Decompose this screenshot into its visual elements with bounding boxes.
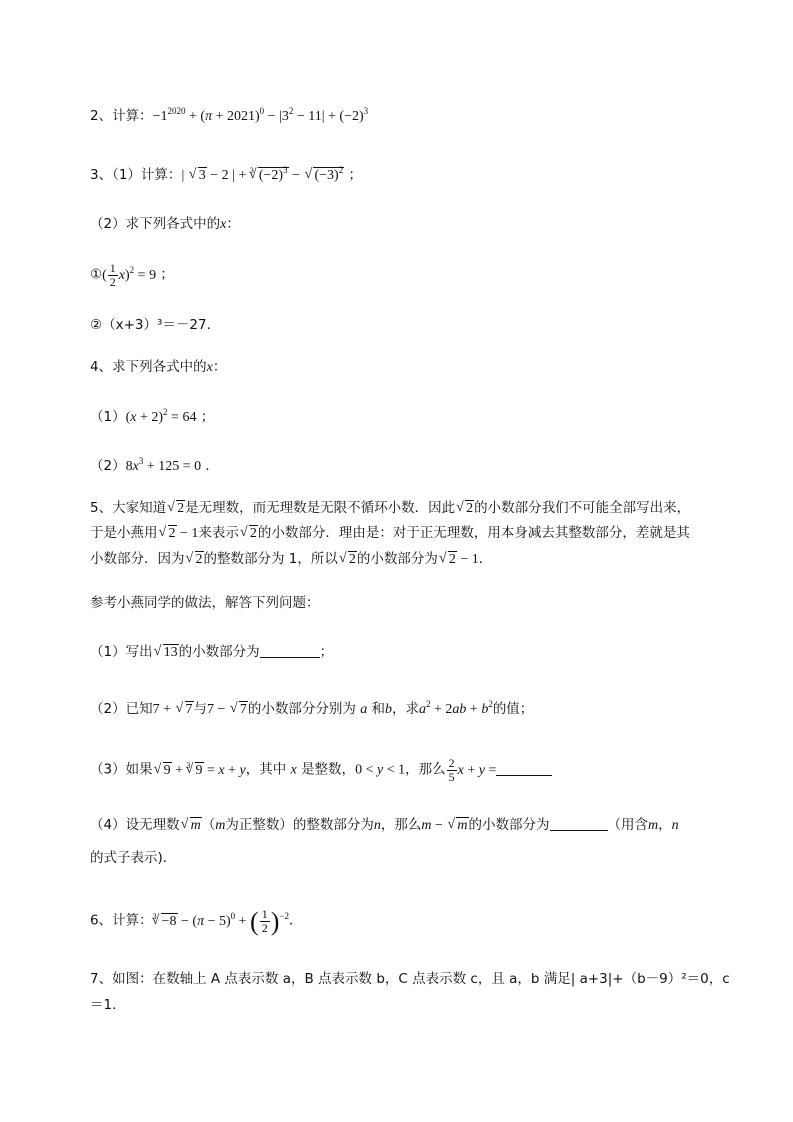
q3-expression: | √ 3 − 2 | + $^3$√ $(-2)^3$ − √ $(-3)^2$ (181, 168, 344, 183)
q2-expression: $-1^{2020} + (\pi + 2021)^0 - |3^2 - 11| + (-2)^3$ (152, 106, 369, 124)
question-5-part-4-cont: 的式子表示)． (90, 850, 177, 866)
question-3-part-2: （2）求下列各式中的x： (90, 216, 240, 232)
q3-eq2-text: （x+3）³＝－27． (102, 317, 221, 333)
q2-label: 2、计算： (90, 108, 153, 124)
question-5-part-1: （1）写出√ 13的小数部分为 ； (90, 642, 753, 663)
question-3-eq-2: ②（x+3）³＝－27． (90, 317, 221, 333)
question-7-line-2: ＝1． (90, 997, 126, 1013)
q3-part2-label: （2）求下列各式中的 (90, 216, 221, 232)
question-4: 4、求下列各式中的x： (90, 359, 227, 375)
answer-blank[interactable] (260, 643, 320, 658)
question-4-part-2: $(2)8x^3 + 125 = 0$ ． (90, 456, 219, 474)
q7-text: 7、如图：在数轴上 A 点表示数 a，B 点表示数 b，C 点表示数 c，且 a，b 满足| a+3|+（b－9）²＝0，c (90, 971, 730, 987)
question-3-part-1: 3、（1）计算：| √ 3 − 2 | + $^3$√ $(-2)^3$ − √ $(-3)^2$ ； (90, 165, 753, 187)
question-3-eq-1: ①( $\frac{1}{2}$ x)$^2$ = 9 ； (90, 261, 174, 289)
answer-blank[interactable] (550, 816, 608, 831)
question-5-reference: 参考小燕同学的做法，解答下列问题： (90, 595, 320, 611)
question-6: 6、计算：$^3√ -8 - (\pi - 5)^0$ + ( $\frac{1}{2}$ )$^{-2}$． (90, 908, 753, 935)
question-5-part-3: （3）如果√ 9 + $^3$√ 9 = x + y，其中 x 是整数，0 < y < 1，那么 $\frac{2}{5}$ x + y = (90, 757, 753, 784)
q3-part1-label: 3、（1）计算： (90, 167, 182, 183)
question-7-line-1 (90, 969, 753, 989)
question-5-part-4: （4）设无理数√ m（m为正整数）的整数部分为n，那么m − √ m的小数部分为 （用含m，n (90, 815, 753, 836)
question-5-line-2: 于是小燕用√ 2 − 1来表示√ 2的小数部分．理由是：对于正无理数，用本身减去其整数部分，差就是其 (90, 523, 753, 544)
question-4-part-1: $(1)(x + 2)^2 = 64$ ； (90, 407, 215, 425)
answer-blank[interactable] (496, 761, 552, 776)
question-5-line-3: 小数部分．因为√ 2的整数部分为 1，所以√ 2的小数部分为√ 2 − 1． (90, 549, 753, 570)
question-5-line-1: 5、大家知道√ 2是无理数，而无理数是无限不循环小数．因此√ 2的小数部分我们不可能全部写出来， (90, 498, 753, 519)
question-2 (90, 106, 753, 127)
question-5-part-2: （2）已知7 + √ 7与7 − √ 7的小数部分分别为 a 和b，求$a^2 + 2ab + b^2$的值； (90, 699, 753, 720)
